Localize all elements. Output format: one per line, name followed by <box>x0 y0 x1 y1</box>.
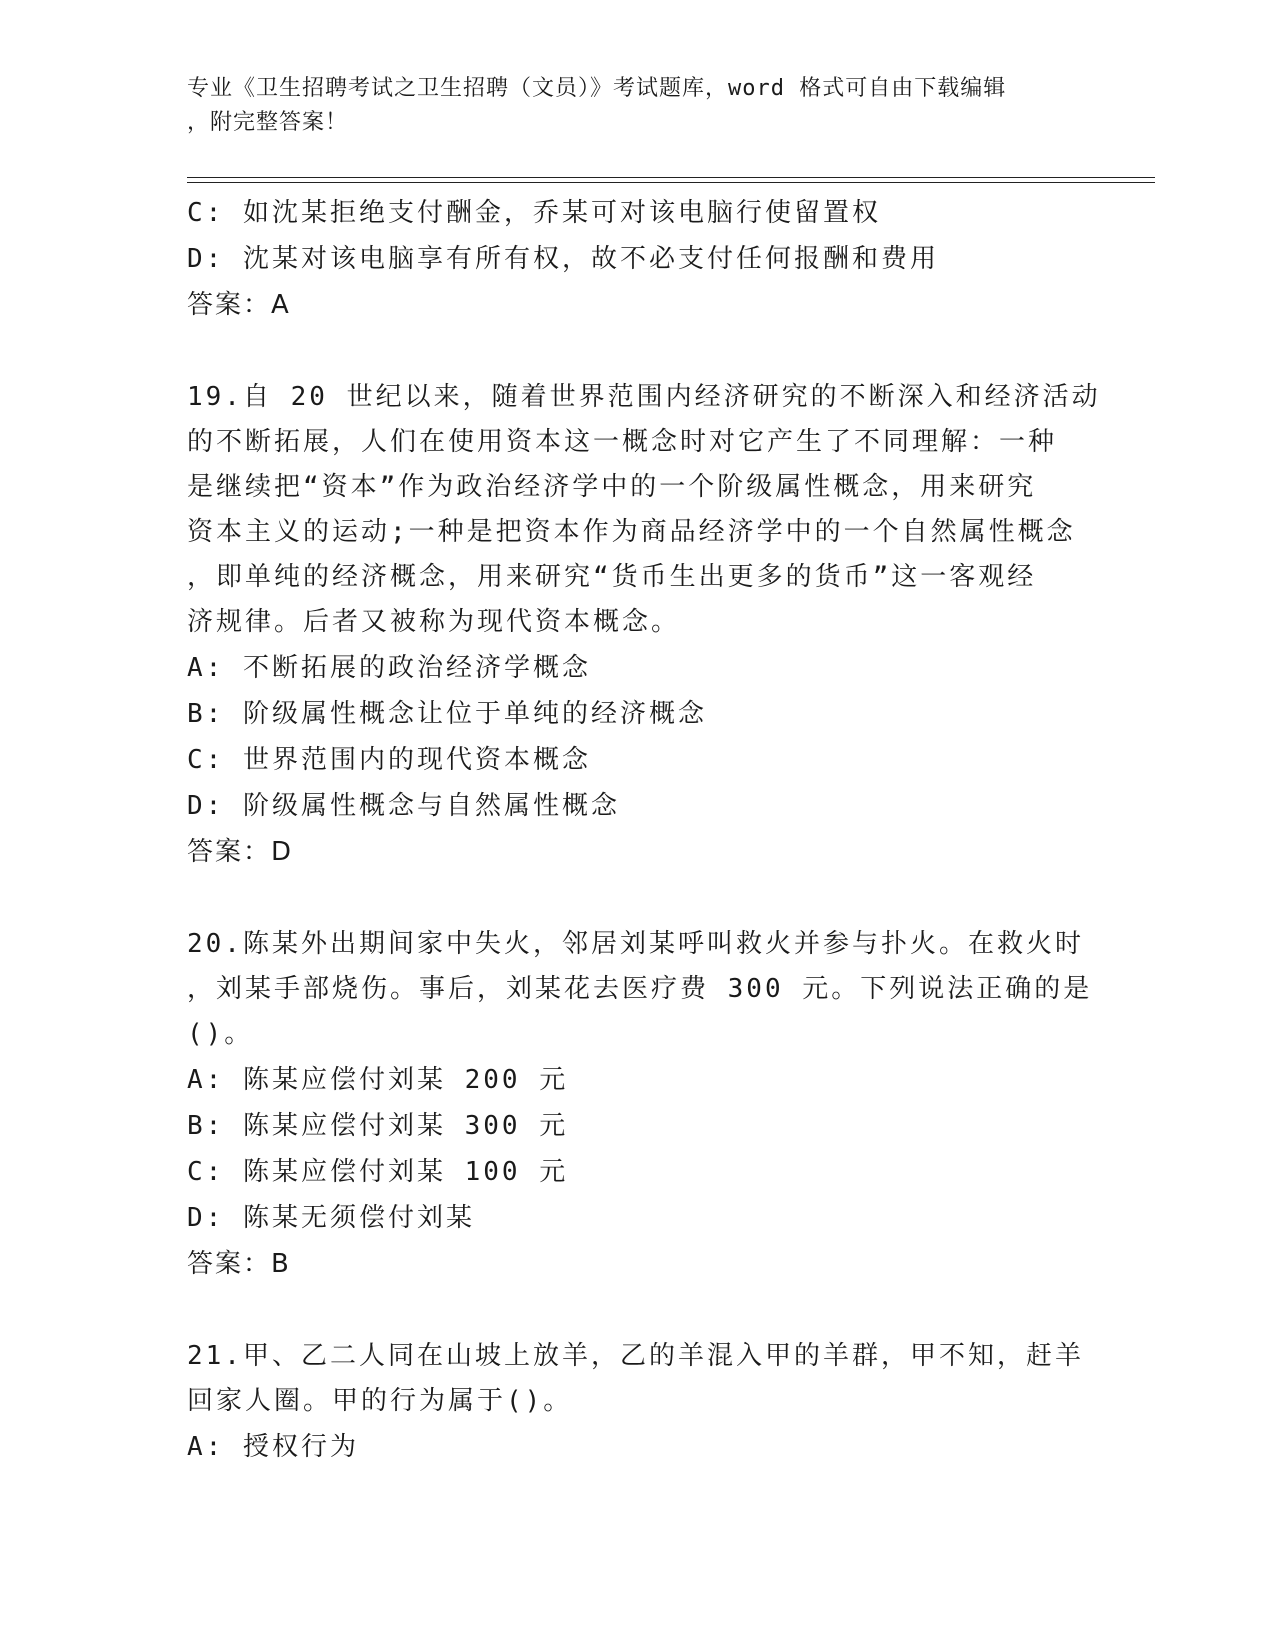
option-b: B: 陈某应偿付刘某 300 元 <box>187 1111 569 1141</box>
question-text-line: ()。 <box>187 1019 254 1049</box>
spacer <box>187 1287 1087 1334</box>
header-divider <box>187 177 1155 183</box>
option-d: D: 沈某对该电脑享有所有权，故不必支付任何报酬和费用 <box>187 244 939 274</box>
question-text-line: ，刘某手部烧伤。事后，刘某花去医疗费 300 元。下列说法正确的是 <box>187 974 1093 1004</box>
question-content <box>187 190 1101 1470</box>
option-a: A: 陈某应偿付刘某 200 元 <box>187 1065 569 1095</box>
header-line-2: ，附完整答案！ <box>187 110 349 135</box>
question-text-line: 是继续把“资本”作为政治经济学中的一个阶级属性概念，用来研究 <box>187 472 1037 502</box>
option-d: D: 陈某无须偿付刘某 <box>187 1203 475 1233</box>
question-text-line: 资本主义的运动;一种是把资本作为商品经济学中的一个自然属性概念 <box>187 517 1076 547</box>
document-header <box>187 72 1067 140</box>
question-21 <box>187 1334 1087 1470</box>
question-text-line: 的不断拓展，人们在使用资本这一概念时对它产生了不同理解：一种 <box>187 427 1058 457</box>
option-d: D: 阶级属性概念与自然属性概念 <box>187 791 620 821</box>
option-a: A: 不断拓展的政治经济学概念 <box>187 653 591 683</box>
question-text-line: 20.陈某外出期间家中失火，邻居刘某呼叫救火并参与扑火。在救火时 <box>187 929 1084 959</box>
answer-label: 答案：A <box>187 290 291 320</box>
header-line-1: 专业《卫生招聘考试之卫生招聘（文员）》考试题库，word 格式可自由下载编辑 <box>187 76 1007 101</box>
spacer <box>187 328 1087 375</box>
question-18-tail <box>187 190 1087 328</box>
question-text-line: 19.自 20 世纪以来，随着世界范围内经济研究的不断深入和经济活动 <box>187 382 1101 412</box>
option-c: C: 世界范围内的现代资本概念 <box>187 745 591 775</box>
question-text-line: ，即单纯的经济概念，用来研究“货币生出更多的货币”这一客观经 <box>187 562 1037 592</box>
question-text-line: 济规律。后者又被称为现代资本概念。 <box>187 607 681 637</box>
option-b: B: 阶级属性概念让位于单纯的经济概念 <box>187 699 707 729</box>
answer-label: 答案：B <box>187 1249 291 1279</box>
spacer <box>187 875 1087 922</box>
question-20 <box>187 922 1093 1287</box>
question-text-line: 回家人圈。甲的行为属于()。 <box>187 1386 573 1416</box>
option-c: C: 如沈某拒绝支付酬金，乔某可对该电脑行使留置权 <box>187 198 881 228</box>
answer-label: 答案：D <box>187 837 294 867</box>
question-text-line: 21.甲、乙二人同在山坡上放羊，乙的羊混入甲的羊群，甲不知，赶羊 <box>187 1341 1084 1371</box>
option-c: C: 陈某应偿付刘某 100 元 <box>187 1157 569 1187</box>
question-19 <box>187 375 1101 875</box>
option-a: A: 授权行为 <box>187 1432 359 1462</box>
